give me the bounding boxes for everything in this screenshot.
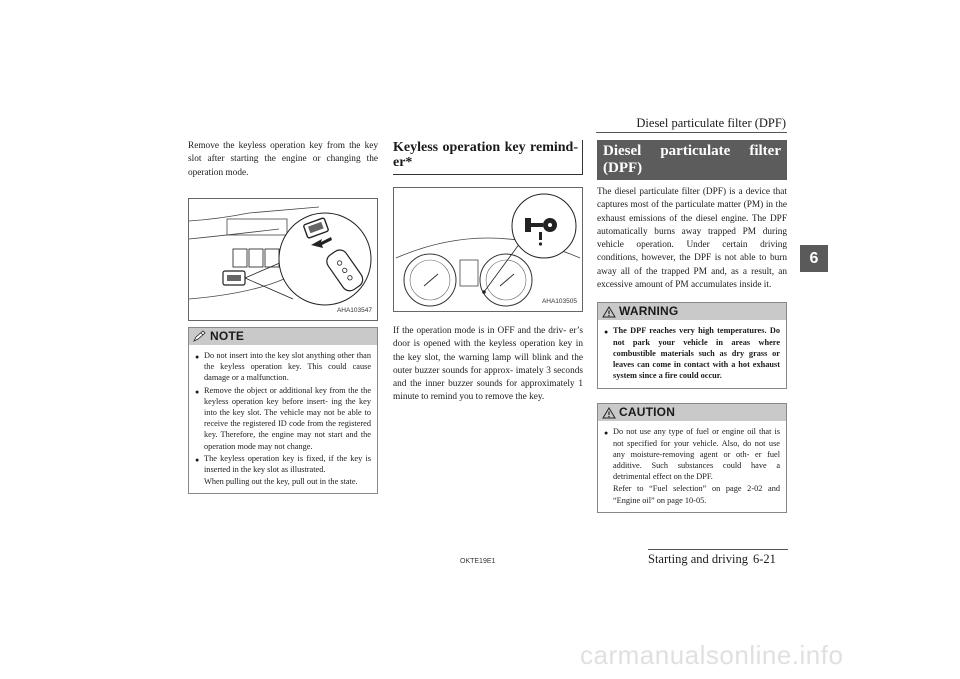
note-item: [195, 350, 371, 384]
note-item-text: Do not insert into the key slot anything other than the keyless operation key. This could cause damage or a malfunction.: [204, 350, 371, 383]
dpf-paragraph: The diesel particulate filter (DPF) is a device that captures most of the particulate matter (PM) in the exhaust emissions of the diesel engine. The DPF automatically burns away trapped PM during vehicle operation. Under certain driving conditions, however, the DPF is not able to burn away all of the trapped PM and, as a result, an excessive amount of PM accumulates inside it.: [597, 187, 787, 291]
column-2: [393, 140, 583, 405]
key-reminder-paragraph: If the operation mode is in OFF and the driv- er’s door is opened with the keyless operation key in the key slot, the warning lamp will blink and the outer buzzer sounds for approx- imately 3 seconds and the inner buzzer sounds for approximately 1 minute to remind you to remove the key.: [393, 326, 583, 403]
warning-header: [598, 303, 786, 320]
warning-item: [604, 325, 780, 381]
dpf-heading: Diesel particulate filter (DPF): [597, 140, 787, 180]
footer-rule: [648, 549, 788, 550]
caution-item: [604, 426, 780, 482]
watermark: carmanualsonline.info: [580, 640, 844, 670]
warning-label: WARNING: [619, 304, 679, 319]
intro-paragraph: Remove the keyless operation key from the key slot after starting the engine or changing the operation mode.: [188, 141, 378, 178]
warning-box: [597, 302, 787, 389]
bullet-icon: ●: [604, 328, 609, 337]
key-reminder-heading: Keyless operation key remind- er*: [393, 140, 583, 175]
bullet-icon: ●: [195, 352, 200, 361]
note-item: [195, 385, 371, 452]
column-1: [188, 140, 378, 494]
column-3: [597, 140, 787, 513]
key-slot-figure: [188, 198, 378, 321]
bullet-icon: ●: [195, 387, 200, 396]
instrument-cluster-figure: [393, 187, 583, 312]
page-number: 6-21: [753, 552, 776, 566]
note-item-text: The keyless operation key is fixed, if the key is inserted in the key slot as illustrated.: [204, 453, 371, 474]
figure-code: AHA103547: [336, 306, 372, 314]
instrument-cluster-illustration: [394, 188, 582, 311]
note-box: [188, 327, 378, 494]
note-pencil-icon: [193, 330, 207, 342]
caution-header: [598, 404, 786, 421]
note-item-text: Remove the object or additional key from the the keyless operation key before insert- ing the key into the key slot. The vehicle may not be able to receive the registered ID code from the registered key. Therefore, the engine may not start and the operation mode may not change.: [204, 385, 371, 451]
header-rule: [596, 132, 787, 133]
bullet-icon: ●: [604, 429, 609, 438]
note-label: NOTE: [210, 328, 245, 343]
note-item: [195, 453, 371, 475]
key-slot-illustration: [189, 199, 377, 320]
chapter-tab: 6: [800, 245, 828, 272]
footer-section: Starting and driving: [648, 552, 748, 566]
note-header: [189, 328, 377, 345]
document-code: OKTE19E1: [460, 558, 496, 565]
figure-code: AHA103505: [541, 297, 577, 305]
bullet-icon: ●: [195, 455, 200, 464]
caution-box: [597, 403, 787, 512]
note-subtext: When pulling out the key, pull out in the state.: [204, 477, 358, 487]
warning-triangle-icon: [602, 306, 616, 318]
caution-subtext: Refer to “Fuel selection” on page 2-02 and “Engine oil” on page 10-05.: [613, 484, 780, 505]
caution-label: CAUTION: [619, 405, 676, 420]
header-title: Diesel particulate filter (DPF): [636, 116, 786, 130]
caution-triangle-icon: [602, 407, 616, 419]
caution-item-text: Do not use any type of fuel or engine oil that is not specified for your vehicle. Also, do not use any moisture-removing agent or oth- er fuel additive. Such substances could have a detrimental effect on the DPF.: [613, 427, 780, 482]
warning-item-text: The DPF reaches very high temperatures. Do not park your vehicle in areas where combustible materials such as dry grass or leaves can come in contact with a hot exhaust system since a fire could occur.: [613, 326, 780, 381]
